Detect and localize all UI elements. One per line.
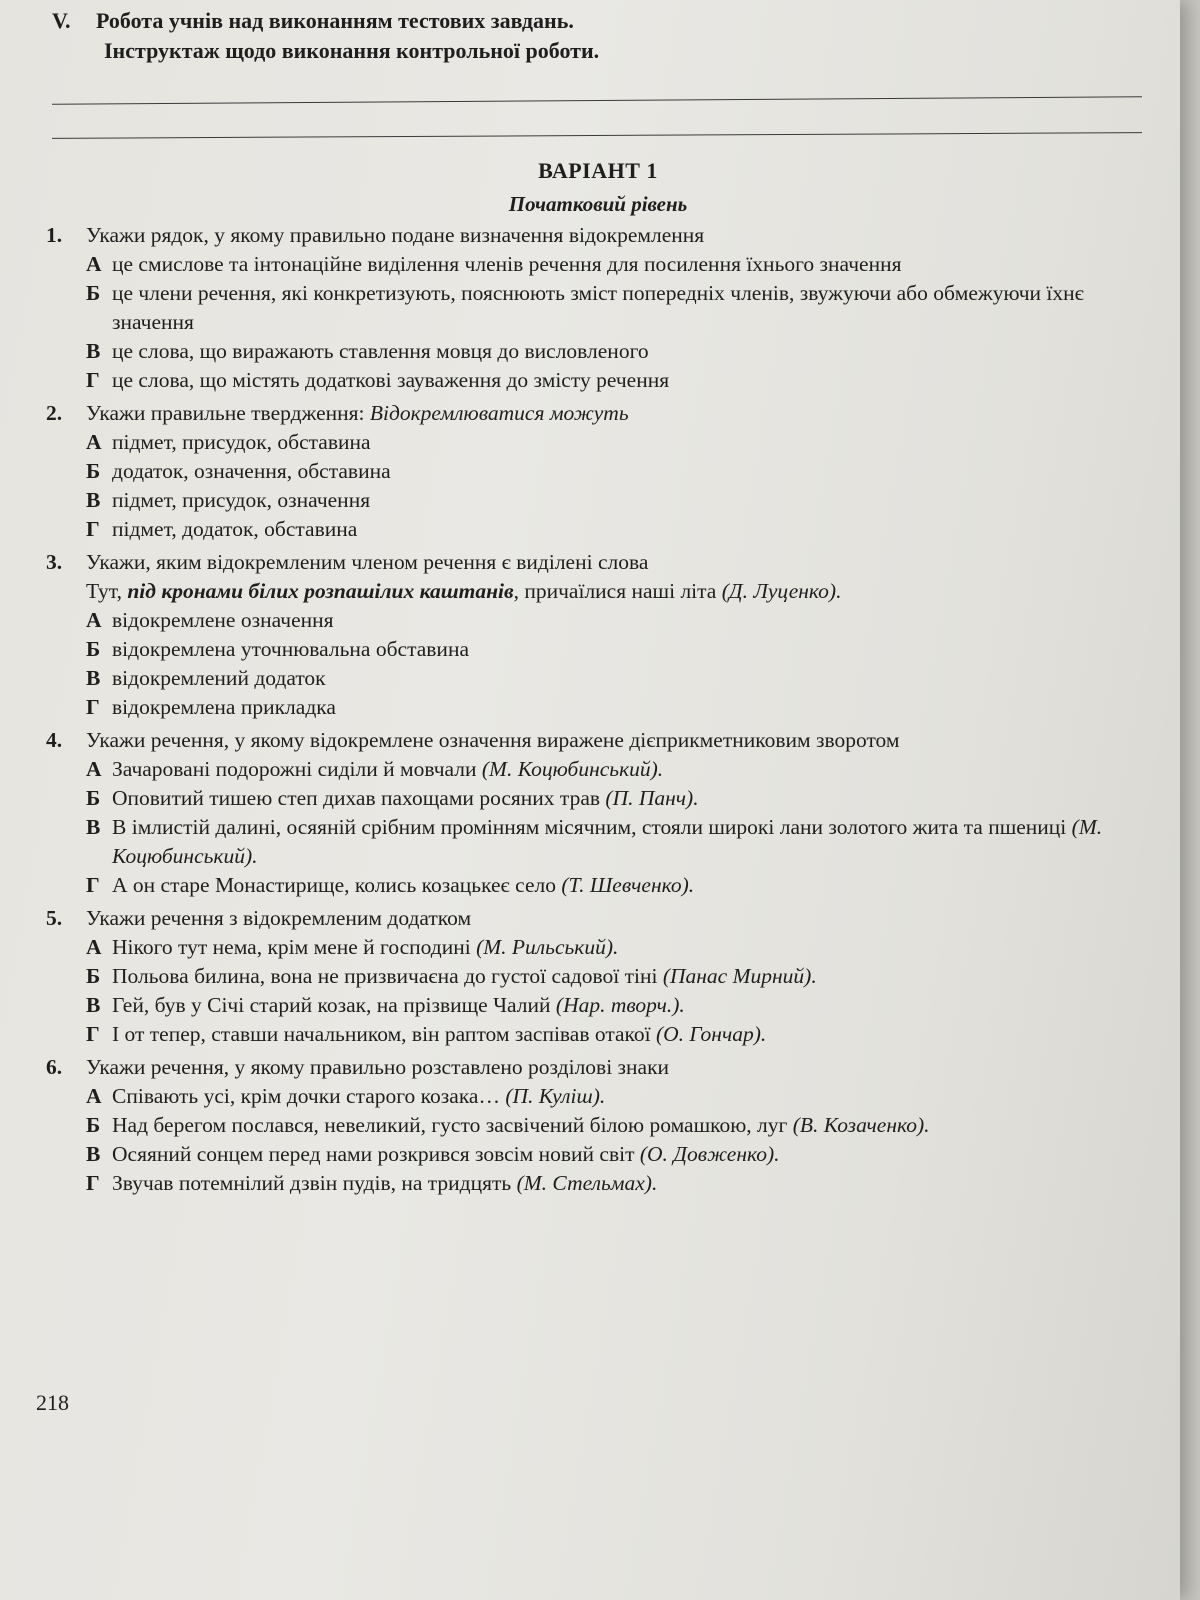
option-v — [38, 991, 1158, 1020]
option-text: Нікого тут нема, крім мене й господині — [112, 935, 477, 959]
question-2 — [38, 399, 1158, 544]
question-number: 6. — [46, 1055, 63, 1079]
question-6 — [38, 1053, 1158, 1198]
section-heading — [38, 6, 1158, 36]
option-b — [38, 784, 1158, 813]
option-author: (Нар. творч.). — [555, 993, 685, 1017]
option-text: Гей, був у Січі старий козак, на прізвище Чалий — [112, 993, 556, 1017]
question-text: Укажи, яким відокремленим членом речення є виділені слова — [86, 550, 649, 574]
option-letter: А — [86, 252, 102, 276]
option-v — [38, 813, 1158, 871]
option-letter: Б — [86, 637, 101, 661]
option-letter: Б — [86, 964, 101, 988]
section-title: Робота учнів над виконанням тестових завдань. — [96, 8, 574, 33]
question-number: 2. — [46, 401, 63, 425]
option-g — [38, 871, 1158, 900]
option-letter: Г — [86, 1171, 100, 1195]
option-author: (О. Довженко). — [639, 1142, 780, 1166]
option-text: відокремлена уточнювальна обставина — [112, 637, 469, 661]
option-letter: А — [86, 935, 102, 959]
example-sentence — [38, 577, 1158, 606]
option-text: підмет, присудок, означення — [112, 488, 371, 512]
option-letter: Г — [86, 368, 100, 392]
option-letter: Б — [86, 281, 101, 305]
option-a — [38, 933, 1158, 962]
option-author: (М. Рильський). — [476, 935, 619, 959]
option-a — [38, 428, 1158, 457]
question-5 — [38, 904, 1158, 1049]
example-author: (Д. Луценко). — [721, 579, 842, 603]
option-g — [38, 693, 1158, 722]
page-number: 218 — [36, 1390, 69, 1415]
option-a — [38, 250, 1158, 279]
option-text: Співають усі, крім дочки старого козака… — [112, 1084, 506, 1108]
option-b — [38, 1111, 1158, 1140]
option-a — [38, 1082, 1158, 1111]
option-v — [38, 337, 1158, 366]
question-text: Укажи речення з відокремленим додатком — [86, 906, 472, 930]
option-author: (М. Коцюбинський). — [112, 815, 1103, 868]
option-v — [38, 664, 1158, 693]
option-letter: Б — [86, 459, 101, 483]
option-text: додаток, означення, обставина — [112, 459, 391, 483]
option-author: (М. Стельмах). — [516, 1171, 658, 1195]
option-author: (В. Козаченко). — [792, 1113, 930, 1137]
option-text: В імлистій далині, осяяній срібним промінням місячним, стояли широкі лани золотого жита та пшениці — [112, 815, 1072, 839]
option-a — [38, 755, 1158, 784]
option-b — [38, 962, 1158, 991]
variant-title: ВАРІАНТ 1 — [538, 158, 658, 183]
option-text: це смислове та інтонаційне виділення членів речення для посилення їхнього значення — [112, 252, 902, 276]
option-letter: В — [86, 1142, 101, 1166]
option-g — [38, 515, 1158, 544]
option-text: Осяяний сонцем перед нами розкрився зовсім новий світ — [112, 1142, 640, 1166]
question-number: 3. — [46, 550, 63, 574]
question-number: 5. — [46, 906, 63, 930]
option-text: це слова, що виражають ставлення мовця до висловленого — [112, 339, 649, 363]
option-text: Оповитий тишею степ дихав пахощами росяних трав — [112, 786, 606, 810]
level-title: Початковий рівень — [508, 192, 688, 216]
option-letter: Б — [86, 1113, 101, 1137]
option-text: Над берегом послався, невеликий, густо засвічений білою ромашкою, луг — [112, 1113, 793, 1137]
question-text: Укажи правильне твердження: — [86, 401, 365, 425]
option-author: (Т. Шевченко). — [561, 873, 695, 897]
question-text: Укажи речення, у якому правильно розставлено розділові знаки — [86, 1055, 670, 1079]
question-3 — [38, 548, 1158, 722]
option-author: (О. Гончар). — [656, 1022, 767, 1046]
question-italic-text: Відокремлюватися можуть — [369, 401, 629, 425]
option-text: Звучав потемнілий дзвін пудів, на тридцять — [112, 1171, 517, 1195]
option-b — [38, 635, 1158, 664]
option-letter: Б — [86, 786, 101, 810]
option-letter: Г — [86, 873, 100, 897]
option-letter: В — [86, 339, 101, 363]
question-number: 1. — [46, 223, 63, 247]
option-text: А он старе Монастирище, колись козацькеє село — [112, 873, 562, 897]
option-text: Зачаровані подорожні сиділи й мовчали — [112, 757, 482, 781]
option-g — [38, 1020, 1158, 1049]
option-text: відокремлене означення — [112, 608, 334, 632]
option-letter: А — [86, 430, 102, 454]
example-post: , причаїлися наші літа — [513, 579, 722, 603]
option-letter: В — [86, 666, 101, 690]
option-letter: В — [86, 488, 101, 512]
option-text: це слова, що містять додаткові зауваження до змісту речення — [112, 368, 670, 392]
option-text: підмет, додаток, обставина — [112, 517, 358, 541]
option-author: (М. Коцюбинський). — [481, 757, 664, 781]
option-letter: Г — [86, 517, 100, 541]
question-number: 4. — [46, 728, 63, 752]
question-4 — [38, 726, 1158, 900]
option-text: відокремлений додаток — [112, 666, 326, 690]
option-text: І от тепер, ставши начальником, він раптом заспівав отакої — [112, 1022, 656, 1046]
section-subtitle: Інструктаж щодо виконання контрольної роботи. — [104, 38, 600, 63]
question-text: Укажи рядок, у якому правильно подане визначення відокремлення — [86, 223, 705, 247]
option-v — [38, 1140, 1158, 1169]
option-g — [38, 366, 1158, 395]
option-letter: В — [86, 993, 101, 1017]
question-1 — [38, 221, 1158, 395]
page-content — [38, 6, 1158, 1198]
option-g — [38, 1169, 1158, 1198]
option-letter: Г — [86, 695, 100, 719]
option-letter: В — [86, 815, 101, 839]
option-author: (П. Панч). — [605, 786, 699, 810]
answer-line — [52, 96, 1142, 105]
example-pre: Тут, — [86, 579, 128, 603]
option-b — [38, 457, 1158, 486]
option-author: (П. Куліш). — [505, 1084, 606, 1108]
option-letter: А — [86, 757, 102, 781]
option-text: це члени речення, які конкретизують, пояснюють зміст попередніх членів, звужуючи або обмежуючи їхнє значення — [112, 281, 1084, 334]
example-highlighted: під кронами білих розпашілих каштанів — [127, 579, 514, 603]
option-author: (Панас Мирний). — [662, 964, 817, 988]
question-text: Укажи речення, у якому відокремлене означення виражене дієприкметниковим зворотом — [86, 728, 900, 752]
option-v — [38, 486, 1158, 515]
option-letter: А — [86, 608, 102, 632]
option-text: Польова билина, вона не призвичаєна до густої садової тіні — [112, 964, 663, 988]
option-text: відокремлена прикладка — [112, 695, 336, 719]
option-letter: А — [86, 1084, 102, 1108]
option-a — [38, 606, 1158, 635]
option-text: підмет, присудок, обставина — [112, 430, 371, 454]
answer-line — [52, 132, 1142, 139]
section-number: V. — [52, 8, 71, 33]
option-b — [38, 279, 1158, 337]
option-letter: Г — [86, 1022, 100, 1046]
